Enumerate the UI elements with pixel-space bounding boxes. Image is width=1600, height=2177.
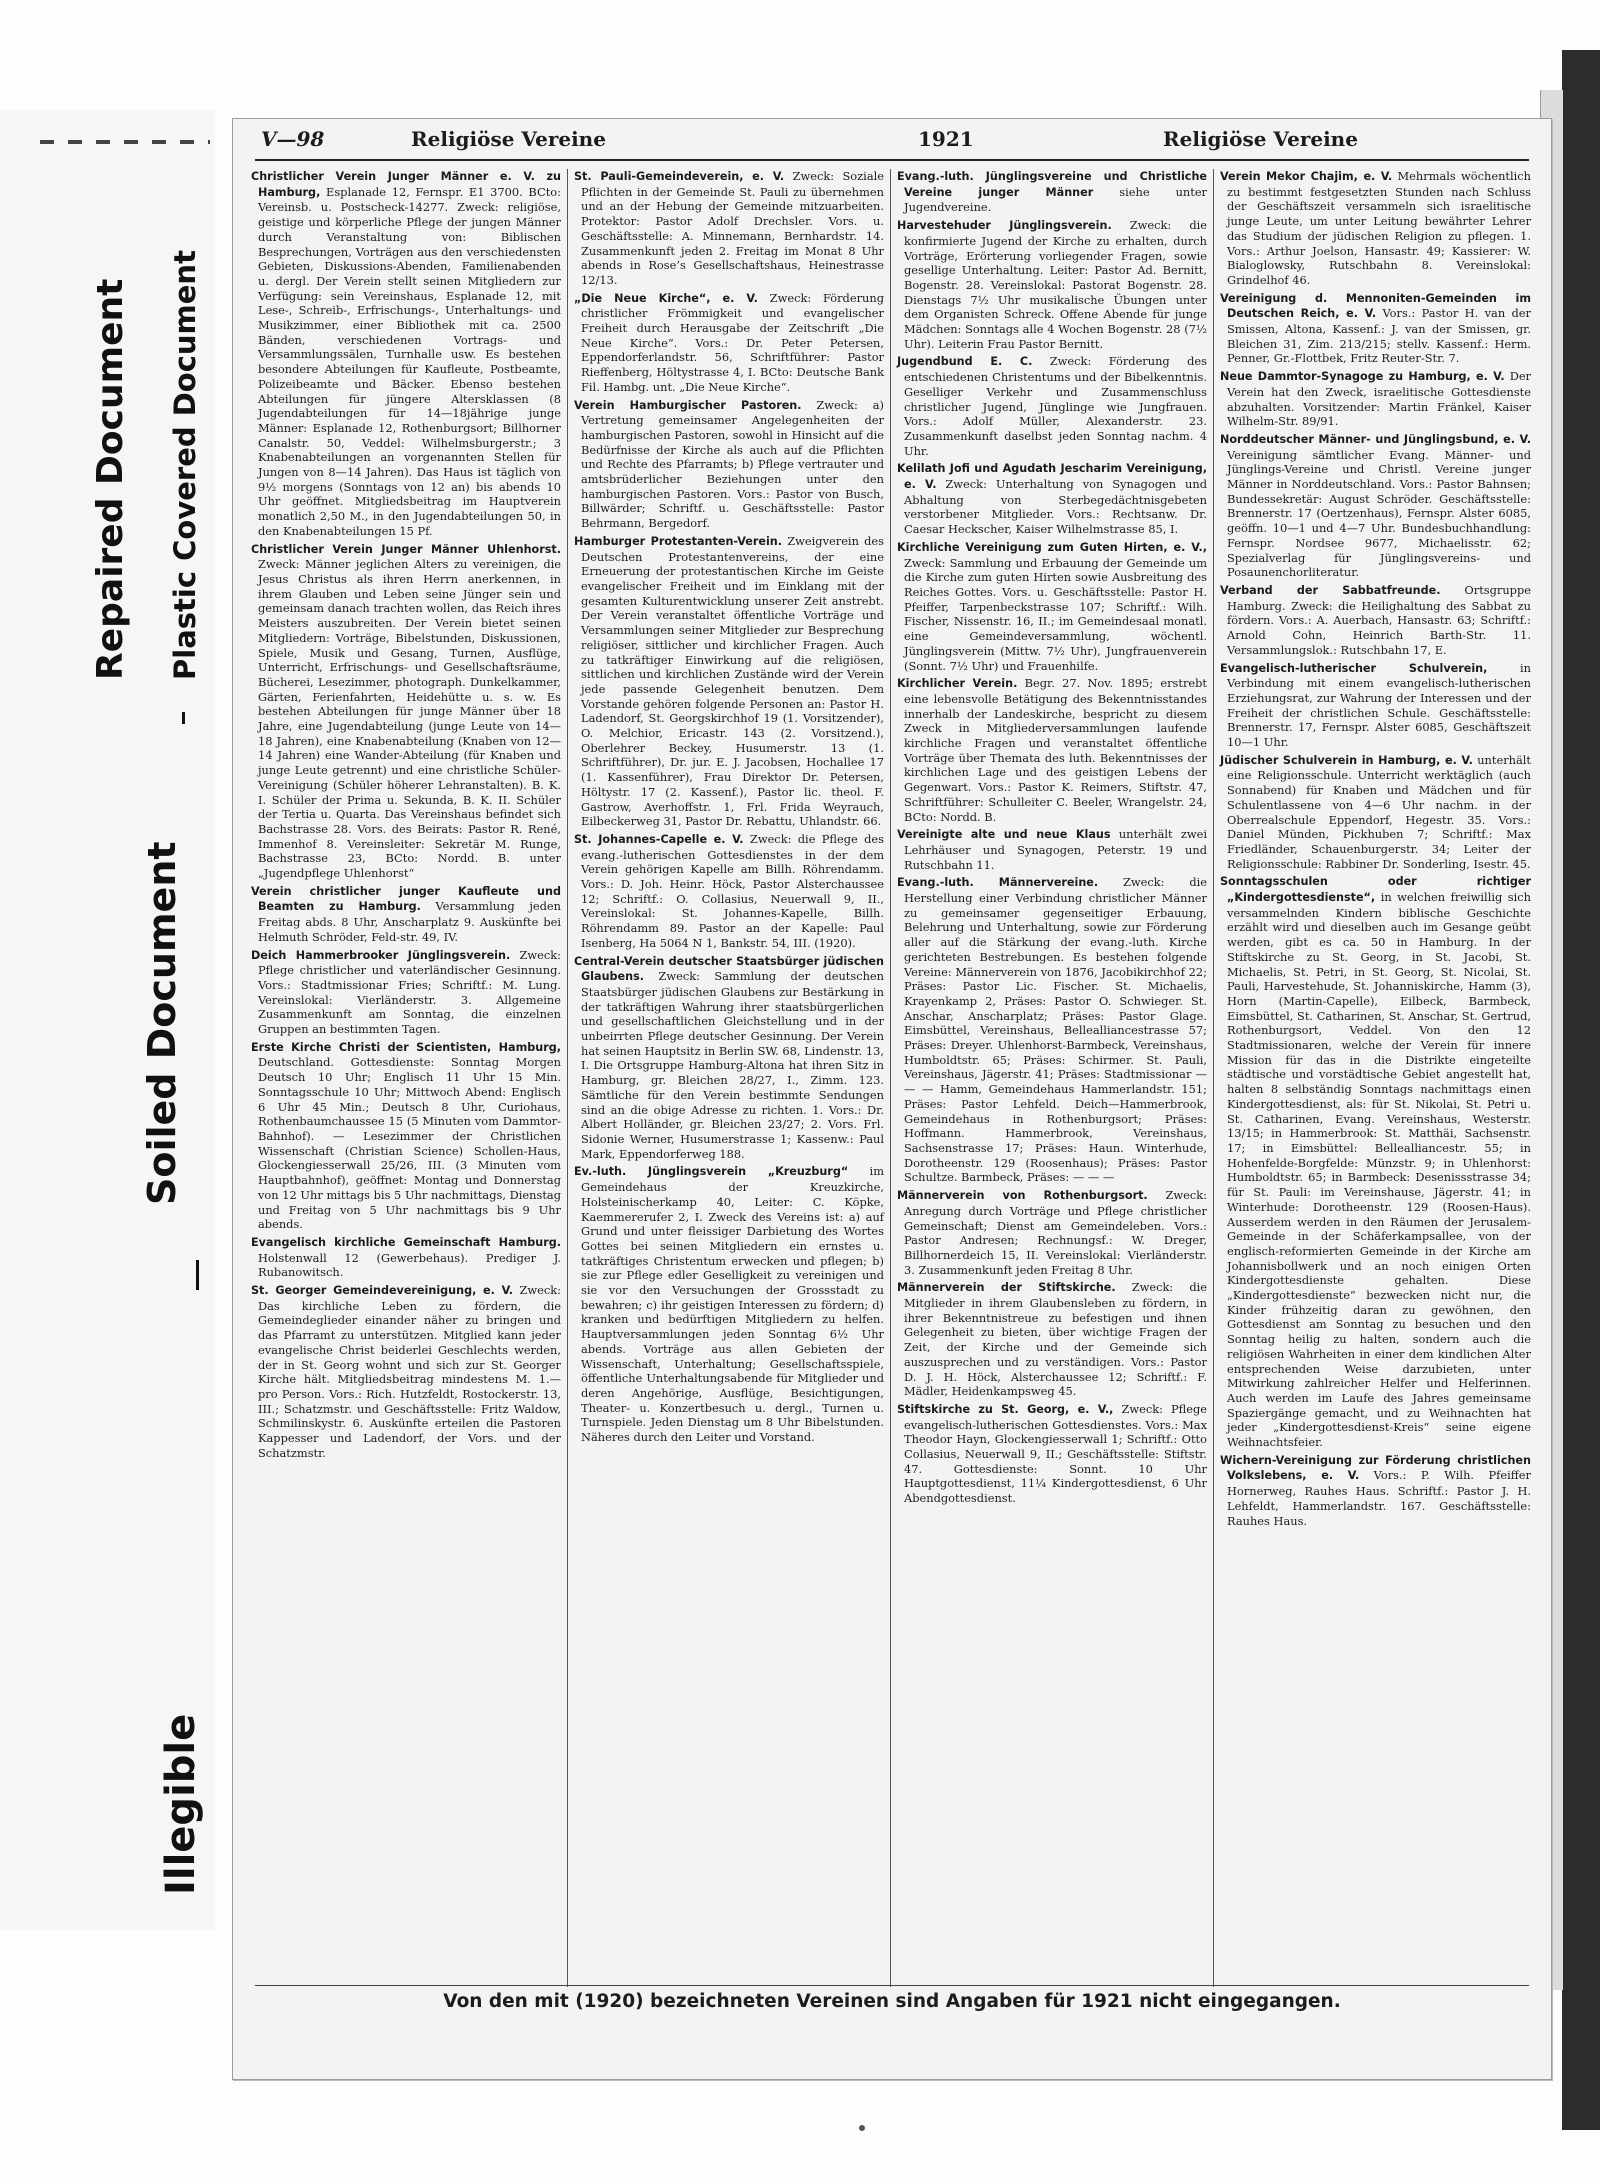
entry-heading: Kirchlicher Verein. bbox=[897, 677, 1018, 691]
association-entry bbox=[1220, 432, 1531, 580]
association-entry bbox=[1220, 583, 1531, 658]
entry-body: Zweck: Sammlung der deutschen Staatsbürger jüdischen Glaubens zur Bestärkung in der tatkräftigen Wahrung ihrer staatsbürgerlichen und gesellschaftlichen Gleichstellung und in der unbeirrten Pflege deutscher Gesinnung. Der Verein hat seinen Hauptsitz in Berlin SW. 68, Lindenstr. 13, I. Die Ortsgruppe Hamburg-Altona hat ihren Sitz in Hamburg, gr. Bleichen 28/27, I., Zimm. 123. Sämtliche für den Verein bestimmte Sendungen sind an die obige Adresse zu richten. 1. Vors.: Dr. Albert Holländer, gr. Bleichen 23/27; 2. Vors. Frl. Sidonie Werner, Husumerstrasse 1; Kassenw.: Paul Mark, Eppendorferweg 188. bbox=[581, 969, 884, 1161]
entry-heading: St. Pauli-Gemeindeverein, e. V. bbox=[574, 170, 785, 183]
association-entry bbox=[574, 832, 884, 951]
entry-heading: Neue Dammtor-Synagoge zu Hamburg, e. V. bbox=[1220, 370, 1505, 384]
association-entry bbox=[574, 291, 884, 395]
entry-heading: Christlicher Verein Junger Männer e. V. zu Hamburg, bbox=[251, 170, 561, 199]
condition-labels bbox=[50, 140, 220, 1940]
association-entry bbox=[251, 884, 561, 945]
entry-body: im Gemeindehaus der Kreuzkirche, Holsteinischerkamp 40, Leiter: C. Köpke, Kaemmererufer 2, I. Zweck des Vereins ist: a) auf Grund und unter fleissiger Darbietung des Wortes Gottes bei seinen Mitgliedern ein ernstes u. tatkräftiges Christentum erwecken und pflegen; b) sie zur Pflege edler Geselligkeit zu vereinigen und sie vor den Versuchungen der Grossstadt zu bewahren; c) ihr geistigen Interessen zu fördern; d) kranken und bedürftigen Mitgliedern zu helfen. Hauptversammlungen jeden Sonntag 6½ Uhr abends. Vorträge aus allen Gebieten der Wissenschaft, Unterhaltung; Gesellschaftsspiele, öffentliche Unterhaltungsabende für Mitglieder und deren Angehörige, Ausflüge, Besichtigungen, Theater- u. Konzertbesuch u. dergl., Turnen u. Turnspiele. Jeden Dienstag um 8 Uhr Bibelstunden. Näheres durch den Leiter und Vorstand. bbox=[581, 1164, 884, 1445]
label-soiled: Soiled Document bbox=[140, 841, 184, 1205]
entry-body: Zweck: Förderung des entschiedenen Christentums und der Bibelkenntnis. Geselliger Verkehr und Zusammenschluss christlicher Jugend, Jünglinge wie Jungfrauen. Vors.: Adolf Müller, Alexanderstr. 23. Zusammenkunft daselbst jeden Sonntag nachm. 4 Uhr. bbox=[904, 354, 1207, 458]
entry-heading: Verein christlicher junger Kaufleute und Beamten zu Hamburg. bbox=[251, 884, 561, 914]
scanner-edge bbox=[1562, 50, 1600, 2130]
association-entry bbox=[574, 169, 884, 288]
association-entry bbox=[574, 954, 884, 1162]
label-illegible: Illegible bbox=[158, 1713, 204, 1895]
association-entry bbox=[897, 461, 1207, 537]
header-rule bbox=[255, 159, 1529, 161]
entry-heading: Männerverein von Rothenburgsort. bbox=[897, 1189, 1148, 1203]
association-entry bbox=[897, 540, 1207, 673]
entry-body: Esplanade 12, Fernspr. E1 3700. BCto: Vereinsb. u. Postscheck-14277. Zweck: religiöse, geistige und körperliche Pflege der jungen Männer durch Veranstaltung von: Biblischen Besprechungen, Vorträgen aus den verschiedensten Gebieten, Diskussions-Abenden, Familienabenden u. dergl. Der Verein stellt seinen Mitgliedern zur Verfügung: sein Vereinshaus, Esplanade 12, mit Lese-, Schreib-, Erfrischungs-, Unterhaltungs- und Musikzimmer, einer Bibliothek mit ca. 2500 Bänden, verschiedenen Vortrags- und Versammlungssälen, Turnhalle usw. Es bestehen besondere Abteilungen für Kaufleute, Postbeamte, Polizeibeamte und Bäcker. Ebenso bestehen Abteilungen für jüngere Altersklassen (8 Jugendabteilungen für 14—18jährige junge Männer: Esplanade 12, Rothenburgsort; Billhorner Canalstr. 50, Veddel: Wilhelmsburgerstr.; 3 Knabenabteilungen an vorgenannten Stellen für Jungen von 8—14 Jahren). Das Haus ist täglich von 9½ morgens (Sonntags von 12 an) bis abends 10 Uhr geöffnet. Mitgliedsbeitrag im Hauptverein monatlich 2,50 M., in den Jugendabteilungen 50, in den Knabenabteilungen 15 Pf. bbox=[258, 184, 561, 538]
association-entry bbox=[897, 875, 1207, 1185]
association-entry bbox=[897, 354, 1207, 458]
entry-heading: Jüdischer Schulverein in Hamburg, e. V. bbox=[1220, 753, 1473, 767]
entry-heading: Evangelisch kirchliche Gemeinschaft Hamburg. bbox=[251, 1235, 561, 1249]
entry-heading: Hamburger Protestanten-Verein. bbox=[574, 534, 783, 548]
entry-heading: Stiftskirche zu St. Georg, e. V., bbox=[897, 1402, 1114, 1416]
newspaper-page bbox=[232, 118, 1552, 2080]
entry-heading: Kelilath Jofi und Agudath Jescharim Vereinigung, e. V. bbox=[897, 462, 1207, 492]
entry-body: Zweck: die Herstellung einer Verbindung christlicher Männer zu gemeinsamer gegenseitiger Erbauung, Belehrung und Unterhaltung, sowie zur Förderung aller auf die Stärkung der evang.-luth. Kirche gerichteten Bestrebungen. Es bestehen folgende Vereine: Männerverein von 1876, Jacobikirchhof 22; Präses: Pastor Lic. Fischer. St. Michaelis, Krayenkamp 2, Präses: Pastor O. Schwieger. St. Anschar, Anscharplatz; Präses: Pastor Glage. Eimsbüttel, Vereinshaus, Bellealliancestrasse 57; Präses: Dreyer. Uhlenhorst-Barmbeck, Vereinshaus, Humboldtstr. 65; Präses: Schirmer. St. Pauli, Vereinshaus, Jägerstr. 41; Präses: Stadtmissionar — — — Hamm, Gemeindehaus Hammerlandstr. 151; Präses: Pastor Lehfeld. Deich—Hammerbrook, Gemeindehaus in Rothenburgsort; Präses: Hoffmann. Hammerbrook, Vereinshaus, Sachsenstrasse 17; Präses: Haun. Winterhude, Dorotheenstr. 129 (Roosenhaus); Präses: Pastor Schultze. Barmbeck, Präses: — — — bbox=[904, 875, 1208, 1185]
text-column bbox=[245, 169, 568, 1987]
association-entry bbox=[574, 398, 884, 531]
text-column bbox=[568, 169, 891, 1987]
header-title-right: Religiöse Vereine bbox=[1163, 127, 1358, 151]
entry-heading: Jugendbund E. C. bbox=[897, 355, 1033, 369]
entry-body: Der Verein hat den Zweck, israelitische Gottesdienste abzuhalten. Vorsitzender: Martin Fränkel, Kaiser Wilhelm-Str. 89/91. bbox=[1227, 369, 1532, 429]
entry-body: Versammlung jeden Freitag abds. 8 Uhr, Anscharplatz 9. Auskünfte bei Helmuth Schröder, Feld-str. 49, IV. bbox=[258, 899, 561, 944]
entry-body: unterhält eine Religionsschule. Unterricht werktäglich (auch Sonnabend) für Knaben und Mädchen und für Schulentlassene von 4—6 Uhr nachm. in der Oberrealschule Eppendorf, Hegestr. 35. Vors.: Daniel Münden, Pickhuben 7; Schriftf.: Max Friedländer, Schauenburgerstr. 34; Leiter der Religionsschule: Rabbiner Dr. Sonderling, Isestr. 45. bbox=[1227, 752, 1531, 871]
entry-body: Begr. 27. Nov. 1895; erstrebt eine lebensvolle Betätigung des Bekenntnisstandes innerhalb der Landeskirche, bespricht zu diesem Zweck in Mitgliederversammlungen laufende kirchliche Fragen und veranstaltet öffentliche Vorträge über Themata des luth. Bekenntnisses der kirchlichen Lage und des geistigen Lebens der Gegenwart. Vors.: Pastor K. Reimers, Stiftstr. 47, Schriftführer: Schulleiter C. Beeler, Wrangelstr. 24, BCto: Nordd. B. bbox=[904, 676, 1207, 824]
association-entry bbox=[251, 542, 561, 881]
entry-heading: Kirchliche Vereinigung zum Guten Hirten, e. V., bbox=[897, 540, 1207, 554]
entry-heading: Verband der Sabbatfreunde. bbox=[1220, 583, 1441, 597]
entry-heading: Evang.-luth. Männervereine. bbox=[897, 876, 1099, 890]
entry-heading: Vereinigte alte und neue Klaus bbox=[897, 828, 1111, 842]
association-entry bbox=[897, 1280, 1207, 1399]
label-divider bbox=[182, 712, 185, 724]
entry-body: Zweck: Soziale Pflichten in der Gemeinde St. Pauli zu übernehmen und an der Hebung der Gemeinde mitzuarbeiten. Protektor: Pastor Adolf Drechsler. Vors. u. Geschäftsstelle: A. Minnemann, Bernhardstr. 14. Zusammenkunft jeden 2. Freitag im Monat 8 Uhr abends in Rose’s Gesellschaftshaus, Heinestrasse 12/13. bbox=[581, 169, 884, 287]
entry-heading: St. Georger Gemeindevereinigung, e. V. bbox=[251, 1284, 514, 1298]
entry-body: Zweck: Pflege christlicher und vaterländischer Gesinnung. Vors.: Stadtmissionar Fries; Schriftf.: M. Lung. Vereinslokal: Vierländerstr. 3. Allgemeine Zusammenkunft am Sonntag, die einzelnen Gruppen an bestimmten Tagen. bbox=[258, 947, 561, 1037]
association-entry bbox=[1220, 1453, 1531, 1529]
entry-body: in welchen freiwillig sich versammelnden Kindern biblische Geschichte erzählt wird und dieselben auch im Gesange geübt werden, gibt es ca. 50 in Hamburg. In der Stiftskirche zu St. Georg, in St. Jacobi, St. Michaelis, St. Petri, in St. Georg, St. Nicolai, St. Pauli, Harvestehude, St. Johanniskirche, Hamm (3), Horn (Martin-Capelle), Eilbeck, Barmbeck, Eimsbüttel, St. Catharinen, St. Anschar, St. Gertrud, Rothenburgsort, Veddel. Von den 12 Stadtmissionaren, welche der Verein für innere Mission für das in die Distrikte eingeteilte städtische und vorstädtische Gebiet angestellt hat, halten 8 selbständig Sonntags nachmittags einen Kindergottesdienst, als: für St. Nikolai, St. Petri u. St. Catharinen, Evang. Vereinshaus, Westerstr. 13/15; in Hammerbrook: St. Matthäi, Sachsenstr. 17; in Eimsbüttel: Bellealliancestr. 55; in Hohenfelde-Borgfelde: Münzstr. 9; in Uhlenhorst: Humboldtstr. 65; in Barmbeck: Desenissstrasse 34; für St. Pauli: im Vereinshause, Jägerstr. 41; in Winterhude: Dorotheenstr. 129 (Roosen-Haus). Ausserdem werden in den Räumen der Jerusalem-Gemeinde in der Schäferkampsallee, von der englisch-reformierten Gemeinde in der Kirche am Johannisbollwerk und an noch einigen Orten Kindergottesdienste gehalten. Diese „Kindergottesdienste“ bezwecken nicht nur, die Kinder frühzeitig daran zu gewöhnen, den Gottesdienst am Sonntag zu besuchen und den Sonntag heilig zu halten, sondern auch die religiösen Wahrheiten in einer dem kindlichen Alter entsprechenden Weise darzubieten, unter Mitwirkung zahlreicher Helfer und Helferinnen. Auch werden im Laufe des Jahres gemeinsame Spaziergänge gemacht, und zu Weihnachten hat jeder „Kindergottesdienst-Kreis“ seine eigene Weihnachtsfeier. bbox=[1227, 890, 1531, 1450]
footer-rule bbox=[255, 1985, 1529, 1986]
entry-heading: Verein Mekor Chajim, e. V. bbox=[1220, 170, 1393, 183]
entry-body: Zweck: Förderung christlicher Frömmigkeit und evangelischer Freiheit durch Herausgabe der Zeitschrift „Die Neue Kirche“. Vors.: Dr. Peter Petersen, Eppendorferlandstr. 56, Schriftführer: Pastor Rieffenberg, Höltystrasse 4, I. BCto: Deutsche Bank Fil. Hambg. unt. „Die Neue Kirche“. bbox=[581, 290, 884, 394]
association-entry bbox=[251, 1235, 561, 1280]
association-entry bbox=[1220, 369, 1531, 429]
association-entry bbox=[574, 1164, 884, 1444]
entry-body: Zweck: a) Vertretung gemeinsamer Angelegenheiten der hamburgischen Pastoren, sowohl in Hinsicht auf die Bedürfnisse der Kirche als auch auf die Pflichten und Rechte des Pfarramts; b) Pflege vertrauter und amtsbrüderlicher Beziehungen unter den hamburgischen Pastoren. Vors.: Pastor von Busch, Billwärder; Schriftf. u. Geschäftsstelle: Pastor Behrmann, Bergedorf. bbox=[581, 397, 884, 531]
entry-body: Holstenwall 12 (Gewerbehaus). Prediger J. Rubanowitsch. bbox=[258, 1250, 561, 1280]
association-entry bbox=[251, 1040, 561, 1232]
association-entry bbox=[1220, 661, 1531, 750]
entry-body: Zweigverein des Deutschen Protestantenvereins, der eine Erneuerung der protestantischen Kirche im Geiste evangelischer Freiheit und im Einklang mit der gesamten Kulturentwicklung unserer Zeit anstrebt. Der Verein veranstaltet öffentliche Vorträge und Versammlungen seiner Mitglieder zur Besprechung religiöser, sittlicher und kirchlicher Fragen. Auch zu tatkräftiger Einwirkung auf die religiösen, sittlichen und kirchlichen Zustände wird der Verein jede passende Gelegenheit benutzen. Dem Vorstande gehören folgende Personen an: Pastor H. Ladendorf, St. Georgskirchhof 19 (1. Vorsitzender), O. Melchior, Ericastr. 143 (2. Vorsitzend.), Oberlehrer Beckey, Husumerstr. 13 (1. Schriftführer), Dr. jur. E. J. Jacobsen, Hochallee 17 (1. Kassenführer), Frau Direktor Dr. Petersen, Höltystr. 17 (2. Kassenf.), Pastor lic. theol. F. Gastrow, Averhoffstr. 1, Frl. Frida Weyrauch, Eilbeckerweg 31, Pastor Dr. Rebattu, Uhlandstr. 66. bbox=[581, 533, 884, 829]
entry-body: Ortsgruppe Hamburg. Zweck: die Heilighaltung des Sabbat zu fördern. Vors.: A. Auerbach, Hansastr. 63; Schriftf.: Arnold Cohn, Heinrich Barth-Str. 11. Versammlungslok.: Rutschbahn 17, E. bbox=[1227, 582, 1532, 657]
entry-body: Zweck: die Pflege des evang.-lutherischen Gottesdienstes in der dem Verein gehörigen Kapelle am Billh. Röhrendamm. Vors.: D. Joh. Heinr. Höck, Pastor Alsterchaussee 12; Schriftf.: O. Collasius, Neuerwall 9, II., Vereinslokal: St. Johannes-Kapelle, Billh. Röhrendamm 89. Pastor an der Kapelle: Paul Isenberg, Ha 5064 N 1, Bankstr. 54, III. (1920). bbox=[581, 831, 885, 950]
association-entry bbox=[251, 1283, 561, 1460]
entry-heading: Wichern-Vereinigung zur Förderung christlichen Volkslebens, e. V. bbox=[1220, 1453, 1531, 1483]
entry-heading: Evangelisch-lutherischer Schulverein, bbox=[1220, 661, 1488, 675]
entry-heading: St. Johannes-Capelle e. V. bbox=[574, 832, 744, 846]
association-entry bbox=[1220, 874, 1531, 1449]
entry-heading: Sonntagsschulen oder richtiger „Kindergottesdienste“, bbox=[1220, 875, 1531, 905]
association-entry bbox=[897, 676, 1207, 824]
entry-body: unterhält zwei Lehrhäuser und Synagogen, Peterstr. 19 und Rutschbahn 11. bbox=[904, 827, 1207, 872]
entry-body: Vors.: Pastor H. van der Smissen, Altona, Kassenf.: J. van der Smissen, gr. Bleichen 31, Zim. 213/215; stellv. Kassenf.: Herm. Penner, Gr.-Flottbek, Fritz Reuter-Str. 7. bbox=[1227, 306, 1531, 366]
footer-note: Von den mit (1920) bezeichneten Vereinen sind Angaben für 1921 nicht eingegangen. bbox=[443, 1991, 1341, 2012]
entry-body: Vereinigung sämtlicher Evang. Männer- und Jünglings-Vereine und Christl. Vereine junger Männer in Norddeutschland. Vors.: Pastor Bahnsen; Bundessekretär: August Schröder. Geschäftsstelle: Brennerstr. 17 (Oertzenhaus), Fernspr. Alster 6085, geöffn. 10—1 und 4—7 Uhr. Bundesbuchhandlung: Fernspr. Nordsee 9677, Michaelisstr. 62; Spezialverlag für Jünglingsvereins- und Posaunenchorliteratur. bbox=[1227, 447, 1531, 580]
entry-body: Zweck: die konfirmierte Jugend der Kirche zu erhalten, durch Vorträge, Erörterung vorliegender Fragen, sowie gesellige Unterhaltung. Leiter: Pastor Ad. Bernitt, Bogenstr. 28. Vereinslokal: Pastorat Bogenstr. 28. Dienstags 7½ Uhr musikalische Übungen unter dem Organisten Schreck. Offene Abende für junge Mädchen: Sonntags alle 4 Wochen Bogenstr. 28 (7½ Uhr). Leiterin Frau Pastor Bernitt. bbox=[904, 218, 1207, 351]
association-entry bbox=[897, 218, 1207, 351]
association-entry bbox=[1220, 169, 1531, 288]
text-column bbox=[1214, 169, 1537, 1987]
entry-heading: Evang.-luth. Jünglingsvereine und Christliche Vereine junger Männer bbox=[897, 170, 1207, 199]
entry-heading: Erste Kirche Christi der Scientisten, Hamburg, bbox=[251, 1040, 561, 1054]
header-title-left: Religiöse Vereine bbox=[411, 127, 606, 151]
entry-body: Zweck: Pflege evangelisch-lutherischen Gottesdienstes. Vors.: Max Theodor Hayn, Glockengiesserwall 1; Schriftf.: Otto Collasius, Neuerwall 9, II.; Geschäftsstelle: Stiftstr. 47. Gottesdienste: Sonnt. 10 Uhr Hauptgottesdienst, 11¼ Kindergottesdienst, 6 Uhr Abendgottesdienst. bbox=[904, 1401, 1208, 1506]
text-columns bbox=[245, 169, 1539, 1987]
entry-body: Zweck: Männer jeglichen Alters zu vereinigen, die Jesus Christus als ihren Herrn anerkennen, in ihrem Glauben und Leben seine Jünger sein und gemeinsam danach trachten wollen, das Reich ihres Meisters auszubreiten. Der Verein bietet seinen Mitgliedern: Vorträge, Bibelstunden, Diskussionen, Spiele, Musik und Gesang, Turnen, Ausflüge, Unterricht, Erfrischungs- und Gesellschaftsräume, Bücherei, Lesezimmer, photograph. Dunkelkammer, Gärten, Ferienfahrten, Heidehütte u. s. w. Es bestehen Abteilungen für junge Männer über 18 Jahre, eine Jugendabteilung (junge Leute von 14—18 Jahren), eine Knabenabteilung (Knaben von 12—14 Jahren) eine Wander-Abteilung (für Knaben und junge Leute getrennt) und eine christliche Schüler-Vereinigung (Schüler höherer Lehranstalten). B. K. I. Schüler der Prima u. Sekunda, B. K. II. Schüler der Tertia u. Quarta. Das Vereinshaus befindet sich Bachstrasse 28. Vors. des Beirats: Pastor R. René, Immenhof 8. Vereinsleiter: Sekretär M. Runge, Bachstrasse 23, BCto: Nordd. B. unter „Jugendpflege Uhlenhorst“ bbox=[258, 557, 561, 881]
label-repaired: Repaired Document bbox=[90, 278, 131, 680]
association-entry bbox=[897, 169, 1207, 215]
entry-heading: Norddeutscher Männer- und Jünglingsbund, e. V. bbox=[1220, 432, 1531, 446]
entry-body: Mehrmals wöchentlich zu bestimmt festgesetzten Stunden nach Schluss der Geschäftszeit versammeln sich israelitische junge Leute, um unter Leitung bewährter Lehrer das Studium der jüdischen Religion zu pflegen. 1. Vors.: Arthur Joelson, Hansastr. 49; Kassierer: W. Bialoglowsky, Rutschbahn 8. Vereinslokal: Grindelhof 46. bbox=[1227, 169, 1531, 287]
label-plastic: Plastic Covered Document bbox=[168, 250, 202, 680]
page-number: V—98 bbox=[261, 127, 325, 151]
association-entry bbox=[251, 948, 561, 1037]
entry-heading: Ev.-luth. Jünglingsverein „Kreuzburg“ bbox=[574, 1165, 849, 1179]
association-entry bbox=[1220, 753, 1531, 872]
entry-body: siehe unter Jugendvereine. bbox=[904, 184, 1207, 215]
association-entry bbox=[1220, 291, 1531, 367]
text-column bbox=[891, 169, 1214, 1987]
entry-body: Zweck: Das kirchliche Leben zu fördern, die Gemeindeglieder einander näher zu bringen und das Pfarramt zu unterstützen. Mitglied kann jeder evangelische Christ beiderlei Geschlechts werden, der in St. Georg wohnt und sich zur St. Georger Kirche hält. Mitgliedsbeitrag mindestens M. 1.— pro Person. Vors.: Rich. Hutzfeldt, Rostockerstr. 13, III.; Schatzmstr. und Geschäftsstelle: Fritz Waldow, Schmilinskystr. 6. Auskünfte erteilen die Pastoren Kappesser und Ladendorf, der Vors. und der Schatzmstr. bbox=[258, 1283, 561, 1460]
entry-body: Zweck: die Mitglieder in ihrem Glaubensleben zu fördern, in ihrer Bekenntnistreue zu befestigen und ihnen Gelegenheit zu bieten, über wichtige Fragen der Zeit, der Kirche und der Gemeinde sich auszusprechen und zu verständigen. Vors.: Pastor D. J. H. Höck, Alsterchaussee 12; Schriftf.: F. Mädler, Heidenkampsweg 45. bbox=[904, 1280, 1208, 1399]
entry-body: Deutschland. Gottesdienste: Sonntag Morgen Deutsch 10 Uhr; Englisch 11 Uhr 15 Min. Sonntagsschule 10 Uhr; Mittwoch Abend: Englisch 6 Uhr 45 Min.; Deutsch 8 Uhr, Curiohaus, Rothenbaumchaussee 15 (5 Minuten vom Dammtor-Bahnhof). — Lesezimmer der Christlichen Wissenschaft (Christian Science) Schollen-Haus, Glockengiesserwall 25/26, III. (3 Minuten vom Hauptbahnhof), geöffnet: Montag und Donnerstag von 12 Uhr mittags bis 5 Uhr nachmittags, Dienstag und Freitag von 5 Uhr nachmittags bis 9 Uhr abends. bbox=[258, 1055, 561, 1232]
entry-heading: Männerverein der Stiftskirche. bbox=[897, 1281, 1116, 1295]
label-divider bbox=[196, 1260, 199, 1290]
entry-body: Zweck: Anregung durch Vorträge und Pflege christlicher Gemeinschaft; Dienst am Gemeindeleben. Vors.: Pastor Andresen; Rechnungsf.: W. Dreger, Billhornerdeich 15, II. Vereinslokal: Vierländerstr. 3. Zusammenkunft jeden Freitag 8 Uhr. bbox=[904, 1188, 1208, 1277]
entry-heading: Vereinigung d. Mennoniten-Gemeinden im Deutschen Reich, e. V. bbox=[1220, 291, 1531, 321]
entry-heading: Deich Hammerbrooker Jünglingsverein. bbox=[251, 948, 511, 962]
association-entry bbox=[251, 169, 561, 539]
entry-body: Zweck: Unterhaltung von Synagogen und Abhaltung von Sterbegedächtnisgebeten verstorbener Mitglieder. Vors.: Rechtsanw. Dr. Caesar Heckscher, Kaiser Wilhelmstrasse 85, I. bbox=[904, 477, 1207, 537]
page-header bbox=[233, 119, 1551, 161]
entry-heading: Verein Hamburgischer Pastoren. bbox=[574, 398, 802, 412]
association-entry bbox=[897, 827, 1207, 872]
entry-body: Vors.: P. Wilh. Pfeiffer Hornerweg, Rauhes Haus. Schriftf.: Pastor J. H. Lehfeldt, Hammerlandstr. 167. Geschäftsstelle: Rauhes Haus. bbox=[1227, 1468, 1531, 1528]
association-entry bbox=[897, 1188, 1207, 1277]
entry-body: Zweck: Sammlung und Erbauung der Gemeinde um die Kirche zum guten Hirten sowie Ausbreitung des Reiches Gottes. Vors. u. Geschäftsstelle: Pastor H. Pfeiffer, Tarpenbeckstrasse 107; Schriftf.: Wilh. Fischer, Nissenstr. 16, II.; im Gemeindesaal monatl. eine Gemeindeversammlung, wöchentl. Jünglingsverein (Mittw. 7½ Uhr), Jungfrauenverein (Sonnt. 7½ Uhr) und Frauenhilfe. bbox=[904, 555, 1207, 673]
association-entry bbox=[897, 1402, 1207, 1506]
entry-heading: „Die Neue Kirche“, e. V. bbox=[574, 291, 758, 305]
entry-body: in Verbindung mit einem evangelisch-lutherischen Erziehungsrat, zur Wahrung der Interessen und der Freiheit der christlichen Schule. Geschäftsstelle: Brennerstr. 17, Fernspr. Alster 6085, Geschäftszeit 10—1 Uhr. bbox=[1227, 660, 1531, 750]
ink-spot bbox=[859, 2125, 865, 2131]
entry-heading: Christlicher Verein Junger Männer Uhlenhorst. bbox=[251, 542, 561, 556]
header-year: 1921 bbox=[918, 127, 974, 151]
entry-heading: Central-Verein deutscher Staatsbürger jüdischen Glaubens. bbox=[574, 954, 884, 984]
association-entry bbox=[574, 534, 884, 829]
entry-heading: Harvestehuder Jünglingsverein. bbox=[897, 219, 1112, 233]
